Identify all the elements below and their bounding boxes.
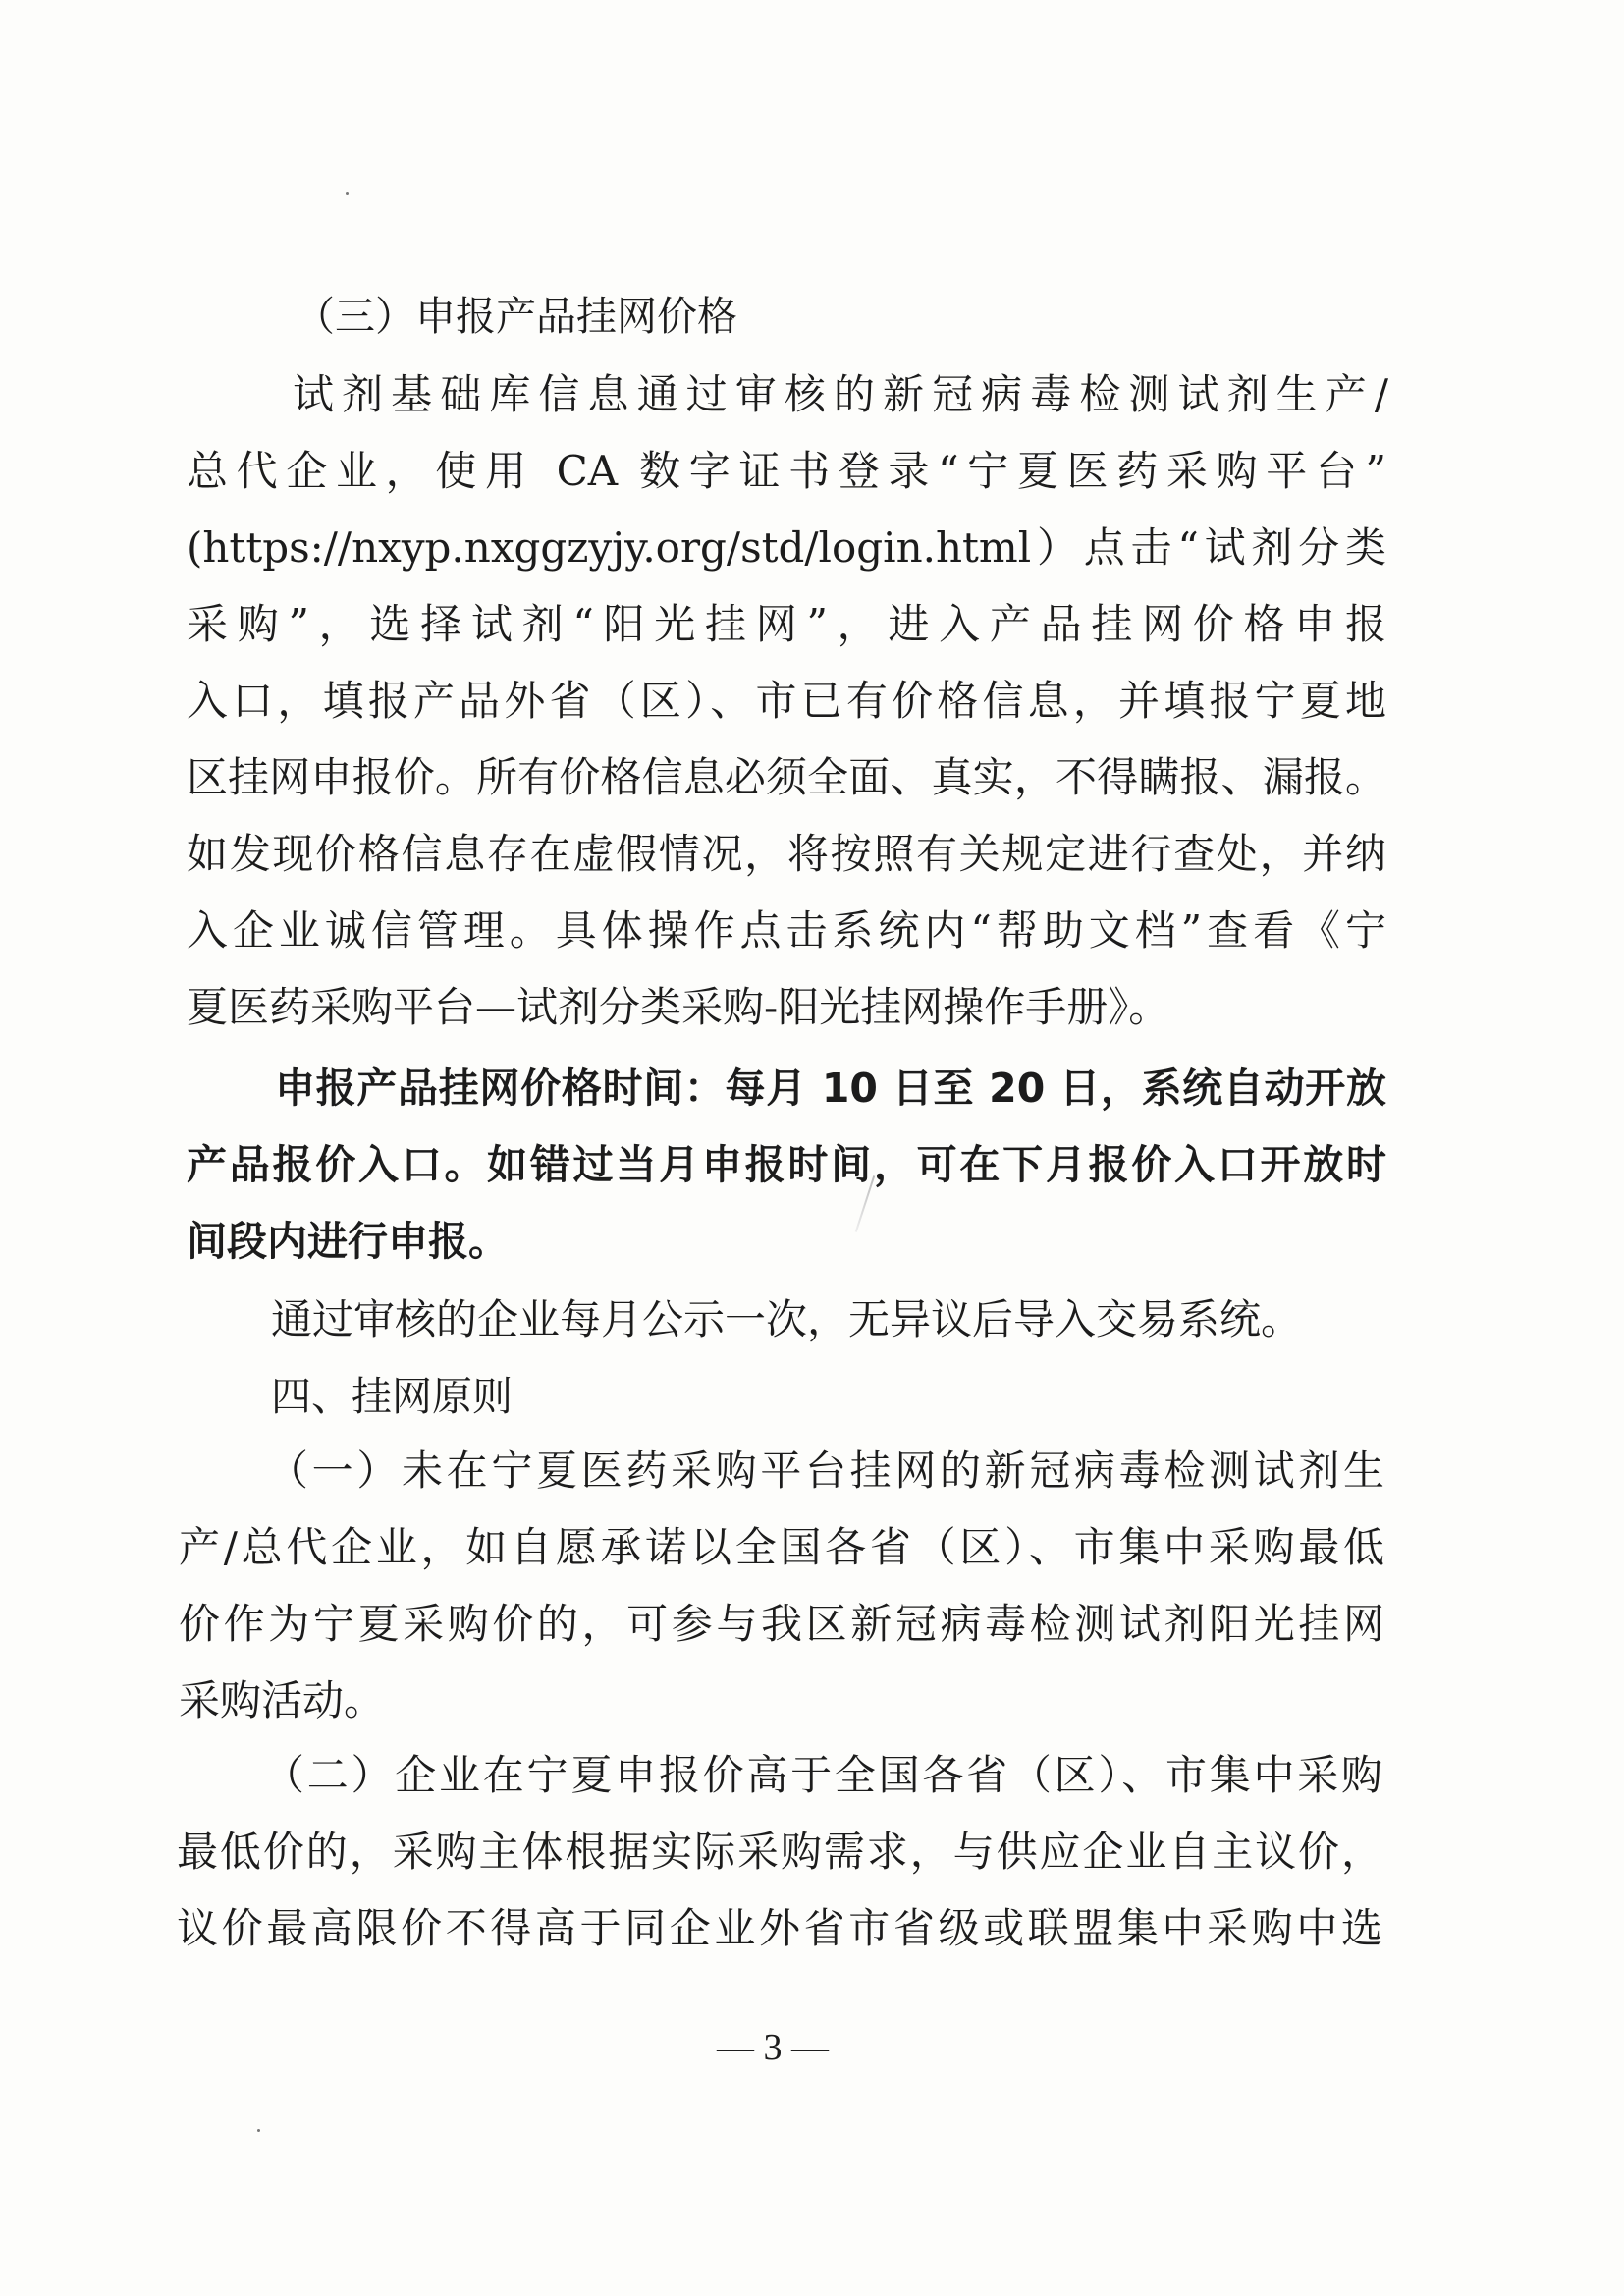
paragraph-line: （二）企业在宁夏申报价高于全国各省（区）、市集中采购 xyxy=(263,1751,1382,1799)
paragraph-line: 入口，填报产品外省（区）、市已有价格信息，并填报宁夏地 xyxy=(187,677,1386,725)
paragraph-line: 最低价的，采购主体根据实际采购需求，与供应企业自主议价， xyxy=(177,1828,1382,1876)
paragraph-line: 价作为宁夏采购价的，可参与我区新冠病毒检测试剂阳光挂网 xyxy=(179,1600,1384,1648)
paragraph-line: 采购”，选择试剂“阳光挂网”，进入产品挂网价格申报 xyxy=(187,600,1386,648)
paragraph-line: 通过审核的企业每月公示一次，无异议后导入交易系统。 xyxy=(271,1295,1303,1343)
paragraph-line: （一）未在宁夏医药采购平台挂网的新冠病毒检测试剂生 xyxy=(267,1447,1384,1495)
paragraph-line: 如发现价格信息存在虚假情况，将按照有关规定进行查处，并纳 xyxy=(187,830,1386,878)
section-heading-listing-principles: 四、挂网原则 xyxy=(271,1373,513,1420)
paragraph-line: 议价最高限价不得高于同企业外省市省级或联盟集中采购中选 xyxy=(177,1904,1382,1952)
scan-speck xyxy=(346,192,349,195)
paragraph-line: 入企业诚信管理。具体操作点击系统内“帮助文档”查看《宁 xyxy=(187,906,1386,955)
paragraph-line-url: (https://nxyp.nxggzyjy.org/std/login.html）点击“试剂分类 xyxy=(187,523,1386,572)
bold-paragraph-line: 间段内进行申报。 xyxy=(187,1218,509,1265)
paragraph-line: 区挂网申报价。所有价格信息必须全面、真实，不得瞒报、漏报。 xyxy=(187,753,1386,801)
bold-paragraph-line: 申报产品挂网价格时间：每月 10 日至 20 日，系统自动开放 xyxy=(275,1065,1386,1112)
page-number: — 3 — xyxy=(717,2027,829,2068)
paragraph-line: 采购活动。 xyxy=(179,1676,386,1724)
bold-paragraph-line: 产品报价入口。如错过当月申报时间，可在下月报价入口开放时 xyxy=(187,1141,1386,1188)
paragraph-line: 总代企业，使用 CA 数字证书登录“宁夏医药采购平台” xyxy=(187,447,1386,495)
scan-speck xyxy=(257,2129,260,2132)
sub-heading-apply-price: （三）申报产品挂网价格 xyxy=(295,293,737,340)
paragraph-line: 试剂基础库信息通过审核的新冠病毒检测试剂生产/ xyxy=(293,370,1388,418)
paragraph-line: 产/总代企业，如自愿承诺以全国各省（区）、市集中采购最低 xyxy=(179,1523,1384,1571)
paragraph-line: 夏医药采购平台—试剂分类采购-阳光挂网操作手册》。 xyxy=(187,983,1170,1031)
